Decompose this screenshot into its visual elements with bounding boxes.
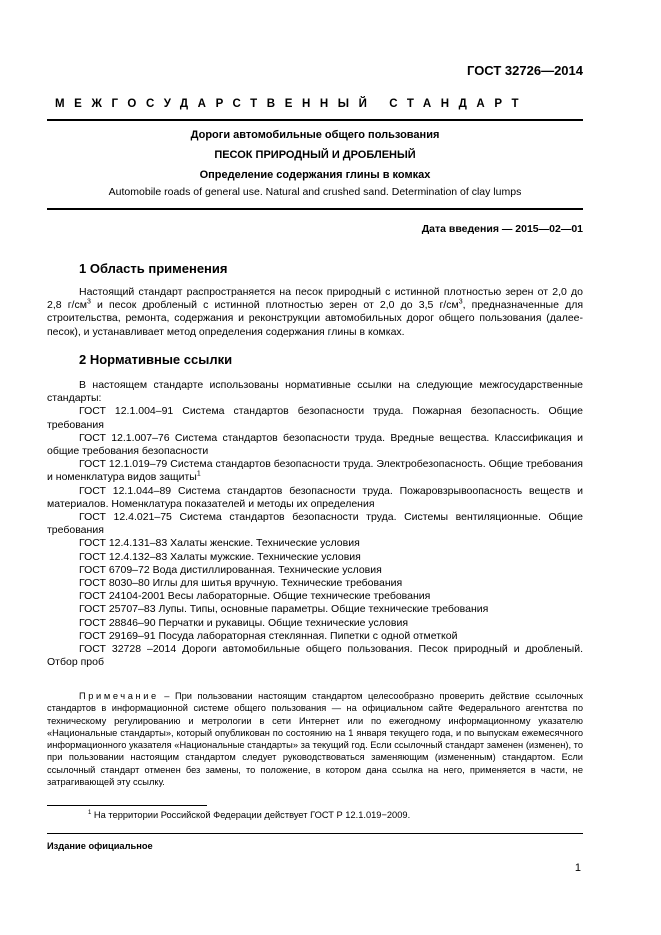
footnote: $^1$ На территории Российской Федерации действует ГОСТ Р 12.1.019−2009. <box>88 809 411 820</box>
ref-item: ГОСТ 12.4.131–83 Халаты женские. Технические условия <box>79 537 360 550</box>
title-english: Automobile roads of general use. Natural and crushed sand. Determination of clay lumps <box>108 186 522 198</box>
title-line-2: ПЕСОК ПРИРОДНЫЙ И ДРОБЛЕНЫЙ <box>214 149 416 161</box>
note-label: Примечание <box>79 691 159 701</box>
note-text: – При пользовании настоящим стандартом целесообразно проверить действие ссылочных стандартов в информационной системе общего пользования — на официальном сайте Федерального агентства по техническому регулированию и метрологии в сети Интернет или по ежегодному информационному указателю «Национальные стандарты», который опубликован по состоянию на 1 января текущего года, и по выпускам ежемесячного информационного указателя «Национальные стандарты» за текущий год. Если ссылочный стандарт заменен (изменен), то при пользовании настоящим стандартом следует руководствоваться заменяющим (измененным) стандартом. Если ссылочный стандарт отменен без замены, то положение, в котором дана ссылка на него, применяется в части, не затрагивающей эту ссылку. <box>47 691 583 788</box>
section-1-heading: 1 Область применения <box>79 261 228 276</box>
footnote-rule <box>47 805 207 806</box>
ref-item: ГОСТ 12.1.044–89 Система стандартов безопасности труда. Пожаровзрывоопасность веществ и материалов. Номенклатура показателей и методы их определения <box>47 484 583 510</box>
standard-banner: МЕЖГОСУДАРСТВЕННЫЙ СТАНДАРТ <box>55 98 529 110</box>
references-intro: В настоящем стандарте использованы нормативные ссылки на следующие межгосударственные стандарты: <box>47 379 583 405</box>
ref-item: ГОСТ 12.1.007–76 Система стандартов безопасности труда. Вредные вещества. Классификация и общие требования безопасности <box>47 431 583 458</box>
standard-code: ГОСТ 32726—2014 <box>467 63 583 78</box>
ref-item: ГОСТ 12.1.019–79 Система стандартов безопасности труда. Электробезопасность. Общие требования и номенклатура видов защиты$^1$ <box>47 458 583 484</box>
title-line-3: Определение содержания глины в комках <box>199 169 431 181</box>
title-line-1: Дороги автомобильные общего пользования <box>190 129 440 141</box>
edition-label: Издание официальное <box>47 841 153 851</box>
ref-item: ГОСТ 25707–83 Лупы. Типы, основные параметры. Общие технические требования <box>79 603 489 616</box>
footer-rule <box>47 833 583 834</box>
ref-item: ГОСТ 6709–72 Вода дистиллированная. Технические условия <box>79 563 382 576</box>
ref-item: ГОСТ 29169–91 Посуда лабораторная стеклянная. Пипетки с одной отметкой <box>79 629 458 642</box>
section-1-text: Настоящий стандарт распространяется на песок природный с истинной плотностью зерен от 2,0 до 2,8 $г/см^3$ и песок дробленый с истинной плотностью зерен от 2,0 до 3,5 $г/см^3$, предназначенные для строительства, ремонта, содержания и реконструкции автомобильных дорог общего пользования (далее-песок), и устанавливает метод определения содержания глины в комках. <box>47 286 584 338</box>
page-number: 1 <box>574 862 581 874</box>
ref-item: ГОСТ 24104-2001 Весы лабораторные. Общие технические требования <box>79 590 431 603</box>
header-rule <box>47 119 583 121</box>
ref-item: ГОСТ 8030–80 Иглы для шитья вручную. Технические требования <box>79 577 403 590</box>
note-block <box>47 690 583 788</box>
ref-item: ГОСТ 12.4.132–83 Халаты мужские. Технические условия <box>79 550 361 563</box>
ref-item: ГОСТ 28846–90 Перчатки и рукавицы. Общие технические условия <box>79 616 409 629</box>
ref-item: ГОСТ 32728 –2014 Дороги автомобильные общего пользования. Песок природный и дробленый. Отбор проб <box>47 643 583 669</box>
references-list <box>47 379 583 669</box>
intro-date: Дата введения — 2015—02—01 <box>421 223 583 235</box>
ref-item: ГОСТ 12.1.004–91 Система стандартов безопасности труда. Пожарная безопасность. Общие требования <box>47 405 583 431</box>
section-2-heading: 2 Нормативные ссылки <box>79 352 233 367</box>
title-rule <box>47 208 583 210</box>
ref-item: ГОСТ 12.4.021–75 Система стандартов безопасности труда. Системы вентиляционные. Общие требования <box>47 511 583 537</box>
